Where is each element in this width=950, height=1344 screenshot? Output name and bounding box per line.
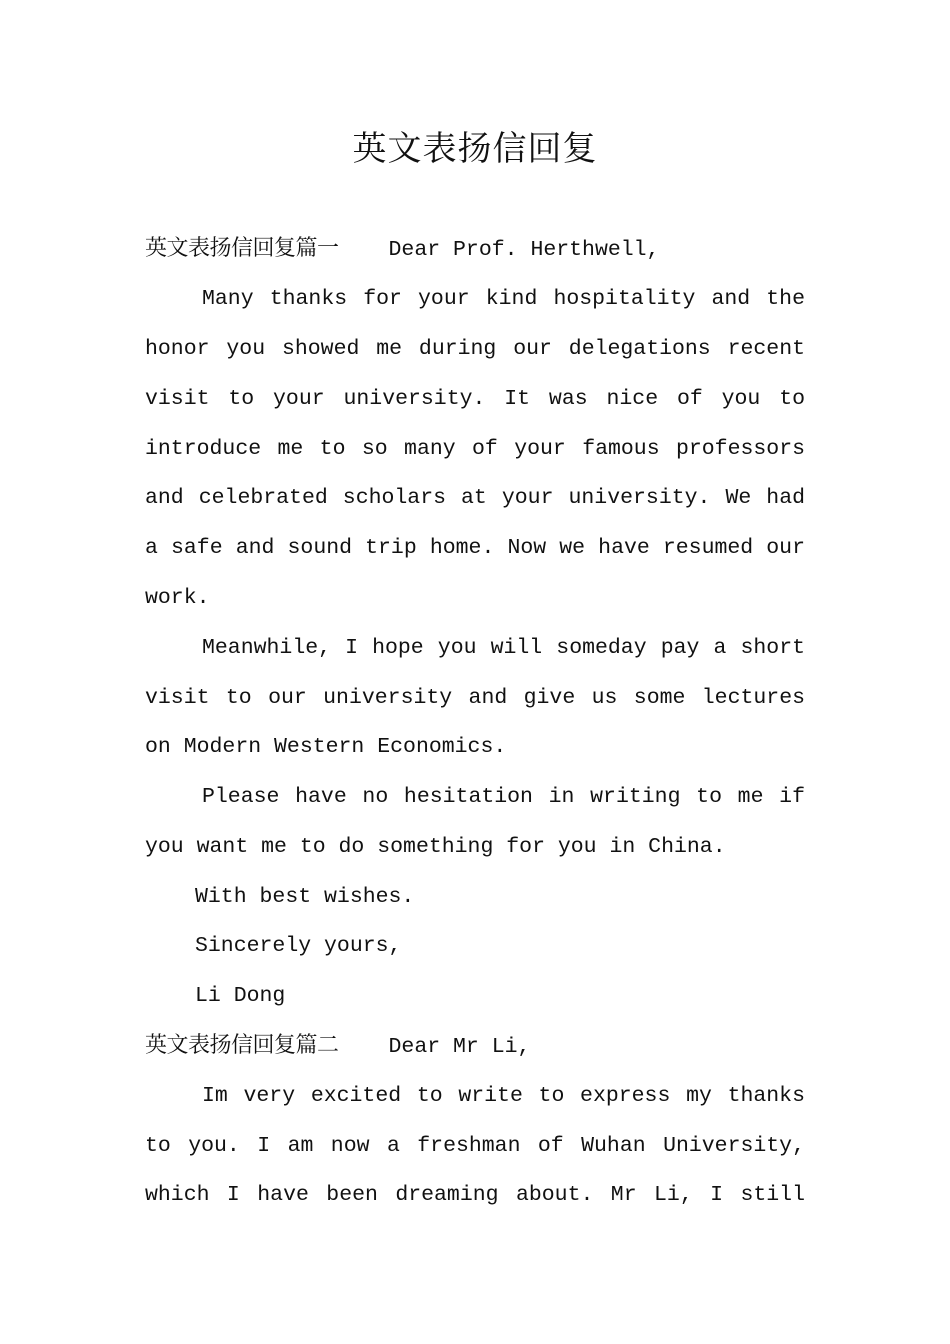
document-title: 英文表扬信回复 [352,129,598,169]
letter2-salutation: Dear Mr Li, [388,1035,531,1059]
letter1-p1-line: a safe and sound trip home. Now we have resumed our [145,536,805,560]
letter1-p3-line: Please have no hesitation in writing to me if [202,785,805,809]
letter2-p1-line: to you. I am now a freshman of Wuhan University, [145,1134,805,1158]
letter1-heading-label: 英文表扬信回复篇一 [145,236,339,261]
letter1-salutation: Dear Prof. Herthwell, [388,238,660,262]
letter1-p1-line: visit to your university. It was nice of you to [145,387,805,411]
letter1-p3-line: you want me to do something for you in China. [145,835,726,859]
letter1-p1-line: and celebrated scholars at your university. We had [145,486,805,510]
letter1-p2-line: visit to our university and give us some lectures [145,686,805,710]
letter1-closing-sincerely: Sincerely yours, [195,934,402,958]
letter1-p1-line: honor you showed me during our delegations recent [145,337,805,361]
letter1-p2-line: Meanwhile, I hope you will someday pay a short [202,636,805,660]
letter1-signature: Li Dong [195,984,286,1008]
letter2-p1-line: Im very excited to write to express my thanks [202,1084,805,1108]
letter2-heading-label: 英文表扬信回复篇二 [145,1033,339,1058]
letter2-p1-line: which I have been dreaming about. Mr Li, I still [145,1183,805,1207]
letter2-heading-line [145,1029,805,1063]
letter1-p1-line: introduce me to so many of your famous professors [145,437,805,461]
letter1-heading-line [145,232,805,266]
letter1-p1-line: work. [145,586,210,610]
letter1-p1-line: Many thanks for your kind hospitality and the [202,287,805,311]
letter1-p2-line: on Modern Western Economics. [145,735,507,759]
letter1-closing-wishes: With best wishes. [195,885,415,909]
